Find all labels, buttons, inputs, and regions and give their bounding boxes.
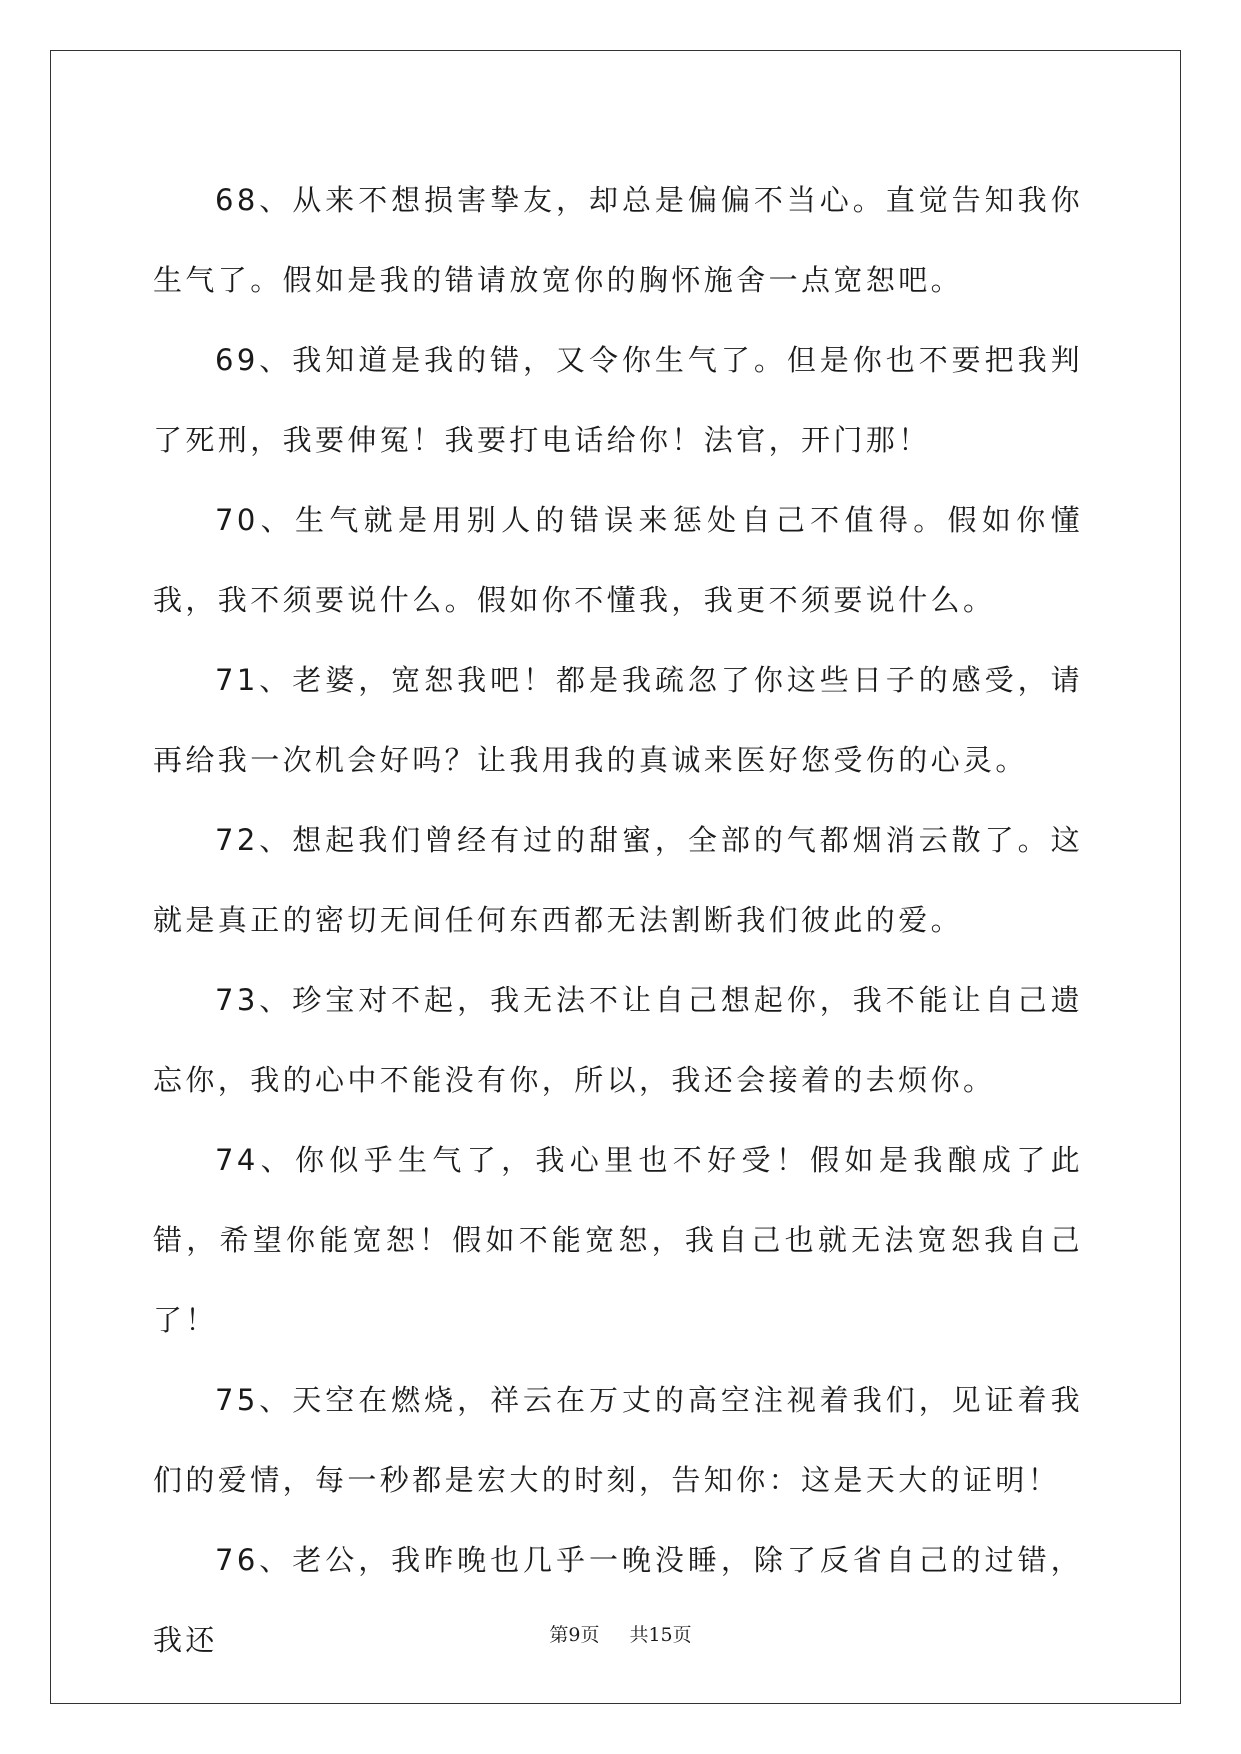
paragraph-76: 76、老公，我昨晚也几乎一晚没睡，除了反省自己的过错，我还 xyxy=(153,1543,1083,1657)
paragraph-72: 72、想起我们曾经有过的甜蜜，全部的气都烟消云散了。这就是真正的密切无间任何东西都无法割断我们彼此的爱。 xyxy=(153,823,1083,937)
paragraph-71: 71、老婆，宽恕我吧！都是我疏忽了你这些日子的感受，请再给我一次机会好吗？让我用我的真诚来医好您受伤的心灵。 xyxy=(153,663,1083,777)
page-number: 第9页 xyxy=(549,1624,600,1646)
paragraph-73: 73、珍宝对不起，我无法不让自己想起你，我不能让自己遗忘你，我的心中不能没有你，所以，我还会接着的去烦你。 xyxy=(153,983,1083,1097)
paragraph-70: 70、生气就是用别人的错误来惩处自己不值得。假如你懂我，我不须要说什么。假如你不懂我，我更不须要说什么。 xyxy=(153,503,1083,617)
paragraph-69: 69、我知道是我的错，又令你生气了。但是你也不要把我判了死刑，我要伸冤！我要打电话给你！法官，开门那！ xyxy=(153,343,1083,457)
page-footer xyxy=(0,1620,1241,1647)
document-body xyxy=(153,160,1083,1680)
paragraph-74: 74、你似乎生气了，我心里也不好受！假如是我酿成了此错，希望你能宽恕！假如不能宽恕，我自己也就无法宽恕我自己了！ xyxy=(153,1143,1083,1337)
paragraph-75: 75、天空在燃烧，祥云在万丈的高空注视着我们，见证着我们的爱情，每一秒都是宏大的时刻，告知你：这是天大的证明！ xyxy=(153,1383,1083,1497)
total-pages: 共15页 xyxy=(629,1624,692,1646)
paragraph-68: 68、从来不想损害挚友，却总是偏偏不当心。直觉告知我你生气了。假如是我的错请放宽你的胸怀施舍一点宽恕吧。 xyxy=(153,183,1083,297)
